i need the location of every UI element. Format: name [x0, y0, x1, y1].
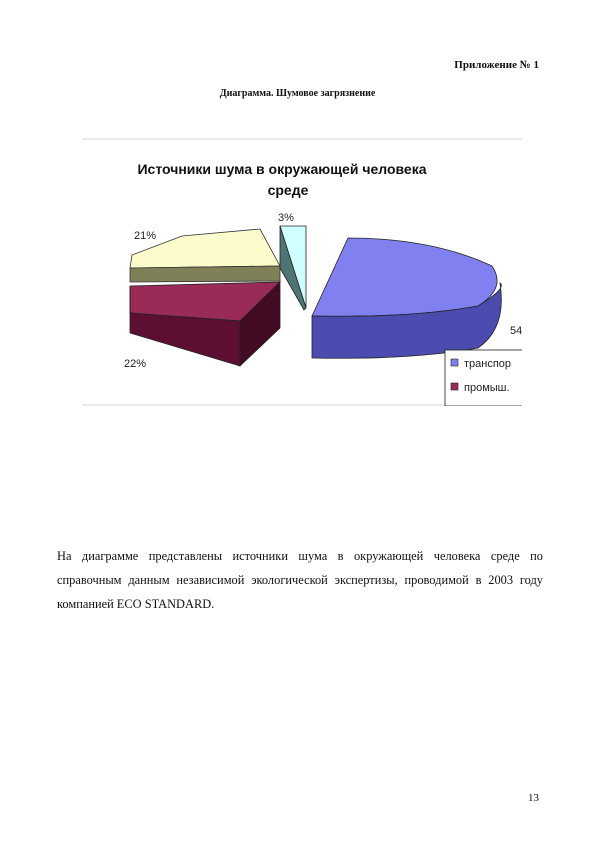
slice-54-top: [312, 238, 497, 316]
slice-21-side: [130, 266, 280, 282]
chart-title-line-1: Источники шума в окружающей человека: [137, 161, 427, 177]
legend-swatch-transport: [451, 359, 458, 366]
label-54: 54: [510, 325, 522, 337]
label-21: 21%: [134, 230, 157, 242]
body-paragraph: На диаграмме представлены источники шума в окружающей человека среде по справочным данным независимой экологической экспертизы, проводимой в 2003 году компанией ECO STANDARD.: [57, 549, 543, 612]
chart-title-line-2: среде: [267, 182, 309, 198]
legend-label-industry: промыш.: [464, 382, 510, 394]
appendix-label: Приложение № 1: [454, 59, 539, 71]
legend-label-transport: транспор: [464, 358, 512, 370]
figure-caption: Диаграмма. Шумовое загрязнение: [219, 88, 376, 99]
label-3: 3%: [278, 212, 294, 224]
page-number: 13: [528, 792, 539, 804]
pie-chart-svg: [82, 138, 522, 406]
pie-chart: [82, 138, 522, 406]
label-22: 22%: [124, 358, 147, 370]
legend-swatch-industry: [451, 383, 458, 390]
